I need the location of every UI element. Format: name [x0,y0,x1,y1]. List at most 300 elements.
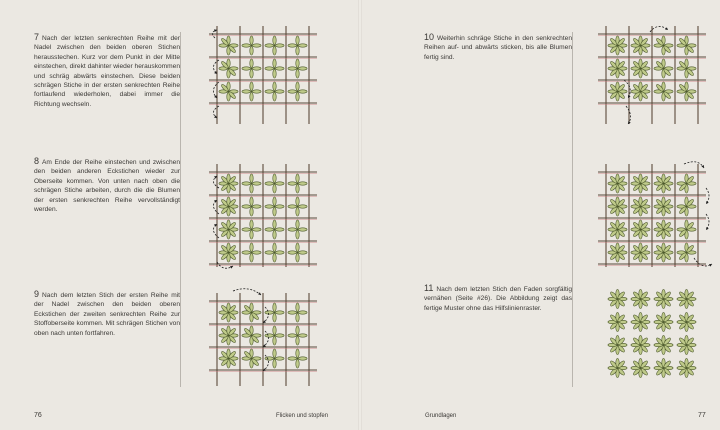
stitch-petal [296,253,299,262]
step-11 [424,284,572,313]
stitch-petal [288,334,297,337]
stitch-petal [288,90,297,93]
flower-motif [654,174,673,193]
direction-arrowhead [230,266,233,269]
flower-center [251,68,253,70]
flower-center [297,335,299,337]
flower-center [640,252,642,254]
flower-center [640,321,642,323]
stitch-petal [298,205,307,208]
direction-arrow [263,307,269,323]
running-title-right: Grundlagen [425,413,457,419]
flower-motif [608,312,627,331]
stitch-petal [275,251,284,254]
flower-motif [242,326,261,345]
flower-motif [608,358,627,377]
flower-motif [631,36,650,55]
stitch-petal [250,36,253,45]
stitch-petal [250,243,253,252]
flower-center [251,183,253,185]
flower-motif [608,174,627,193]
flower-motif [608,220,627,239]
stitch-petal [273,36,276,45]
stitch-petal [298,90,307,93]
stitch-petal [298,228,307,231]
flower-motif [608,243,627,262]
stitch-petal [250,59,253,68]
flower-center [686,229,688,231]
flower-center [251,206,253,208]
flower-center [663,344,665,346]
direction-arrowhead [258,292,261,295]
step-8-number: 8 [34,156,40,166]
flower-center [663,229,665,231]
flower-motif [219,59,238,78]
flower-motif [631,243,650,262]
stitch-petal [296,349,299,358]
stitch-petal [265,251,274,254]
flower-center [297,229,299,231]
flower-motif [219,174,238,193]
flower-center [617,298,619,300]
flower-motif [219,197,238,216]
stitch-petal [298,251,307,254]
flower-motif [654,59,673,78]
flower-center [663,68,665,70]
right-page [360,0,720,430]
flower-motif [288,220,307,239]
flower-motif [242,349,261,368]
direction-arrow [217,262,233,268]
column-rule-right [572,32,573,387]
stitch-petal [273,207,276,216]
stitch-petal [275,67,284,70]
flower-motif [677,243,696,262]
figure-step-7 [205,20,330,130]
step-7-number: 7 [34,32,40,42]
flower-motif [654,243,673,262]
stitch-petal [250,220,253,229]
stitch-petal [275,205,284,208]
flower-motif [288,59,307,78]
flower-center [617,344,619,346]
flower-motif [219,349,238,368]
flower-motif [265,59,284,78]
flower-center [274,229,276,231]
flower-center [663,298,665,300]
stitch-petal [250,46,253,55]
stitch-petal [252,90,261,93]
flower-motif [631,335,650,354]
flower-motif [677,36,696,55]
flower-motif [631,197,650,216]
flower-motif [242,220,261,239]
stitch-petal [242,67,251,70]
step-11-number: 11 [424,283,434,293]
flower-center [251,312,253,314]
flower-motif [654,312,673,331]
stitch-petal [265,311,274,314]
stitch-petal [242,90,251,93]
direction-arrow [213,224,219,238]
stitch-petal [252,251,261,254]
stitch-petal [265,44,274,47]
flower-center [274,183,276,185]
flower-motif [265,82,284,101]
stitch-petal [296,184,299,193]
flower-center [297,183,299,185]
flower-center [274,312,276,314]
stitch-petal [242,228,251,231]
step-10-text: Weiterhin schräge Stiche in den senkrechten Reihen auf- und abwärts sticken, bis alle Blumen fertig sind. [424,35,572,61]
figure-step-11 [594,287,719,392]
stitch-petal [288,67,297,70]
flower-center [663,321,665,323]
stitch-petal [252,205,261,208]
flower-motif [242,303,261,322]
flower-motif [677,82,696,101]
stitch-petal [288,228,297,231]
figure-step-8 [205,158,330,273]
stitch-petal [265,90,274,93]
stitch-petal [298,334,307,337]
stitch-petal [250,69,253,78]
step-10-number: 10 [424,32,435,42]
flower-motif [608,289,627,308]
flower-motif [677,59,696,78]
stitch-petal [275,357,284,360]
flower-center [617,183,619,185]
flower-center [228,45,230,47]
flower-center [640,344,642,346]
direction-arrow [213,200,219,214]
stitch-petal [296,36,299,45]
flower-motif [265,303,284,322]
flower-motif [608,82,627,101]
stitch-petal [250,197,253,206]
flower-motif [265,36,284,55]
flower-motif [219,303,238,322]
flower-motif [677,335,696,354]
flower-center [640,298,642,300]
flower-center [640,229,642,231]
stitch-petal [265,182,274,185]
flower-center [617,229,619,231]
step-9 [34,290,180,338]
stitch-petal [296,336,299,345]
flower-center [686,367,688,369]
flower-center [251,45,253,47]
flower-center [663,367,665,369]
stitch-petal [242,44,251,47]
stitch-petal [275,228,284,231]
stitch-petal [273,82,276,91]
flower-center [686,183,688,185]
running-title-left: Flicken und stopfen [276,413,329,419]
flower-motif [242,197,261,216]
stitch-petal [275,44,284,47]
flower-center [663,252,665,254]
figure-step-10a [594,20,719,130]
stitch-petal [273,230,276,239]
flower-center [617,367,619,369]
flower-center [686,91,688,93]
flower-center [274,45,276,47]
stitch-petal [296,303,299,312]
stitch-petal [296,313,299,322]
stitch-petal [296,59,299,68]
flower-center [640,91,642,93]
flower-center [686,344,688,346]
stitch-petal [296,82,299,91]
flower-motif [242,243,261,262]
stitch-petal [250,207,253,216]
stitch-petal [273,220,276,229]
flower-motif [654,220,673,239]
flower-motif [288,197,307,216]
flower-center [686,206,688,208]
flower-center [617,45,619,47]
flower-motif [631,82,650,101]
flower-center [297,206,299,208]
flower-motif [288,82,307,101]
stitch-petal [296,220,299,229]
stitch-petal [296,359,299,368]
stitch-petal [298,44,307,47]
flower-motif [608,36,627,55]
stitch-petal [273,253,276,262]
flower-motif [654,197,673,216]
stitch-petal [250,184,253,193]
flower-center [274,206,276,208]
flower-motif [677,197,696,216]
flower-center [297,45,299,47]
flower-motif [265,174,284,193]
flower-motif [219,220,238,239]
flower-center [640,206,642,208]
stitch-petal [275,182,284,185]
flower-center [617,68,619,70]
flower-center [663,91,665,93]
stitch-petal [273,326,276,335]
step-11-text: Nach dem letzten Stich den Faden sorgfältig vernähen (Seite #26). Die Abbildung zeigt das fertige Muster ohne das Hilfslinienraster. [424,286,572,312]
stitch-petal [265,205,274,208]
stitch-petal [275,311,284,314]
stitch-petal [273,174,276,183]
figure-step-10b [594,158,719,273]
flower-center [663,206,665,208]
flower-motif [219,326,238,345]
column-rule-left [180,32,181,387]
flower-motif [242,36,261,55]
direction-arrow [233,289,261,295]
flower-motif [608,335,627,354]
stitch-petal [273,197,276,206]
page-number-left: 76 [34,412,42,419]
stitch-petal [252,44,261,47]
stitch-petal [273,336,276,345]
figure-step-9 [205,287,330,392]
flower-center [251,91,253,93]
stitch-petal [288,182,297,185]
flower-center [297,312,299,314]
flower-center [228,229,230,231]
stitch-petal [288,251,297,254]
flower-motif [265,197,284,216]
step-7 [34,33,180,109]
stitch-petal [275,90,284,93]
stitch-petal [298,311,307,314]
stitch-petal [296,207,299,216]
direction-arrow [694,258,712,266]
stitch-petal [288,44,297,47]
flower-motif [288,303,307,322]
flower-motif [288,326,307,345]
flower-center [228,68,230,70]
flower-motif [677,289,696,308]
flower-motif [631,312,650,331]
flower-center [274,358,276,360]
flower-motif [631,174,650,193]
stitch-petal [273,349,276,358]
flower-center [617,321,619,323]
flower-center [228,206,230,208]
flower-center [228,335,230,337]
flower-center [663,45,665,47]
flower-motif [219,243,238,262]
flower-motif [608,59,627,78]
direction-arrow [263,331,269,347]
flower-center [686,45,688,47]
step-9-text: Nach dem letzten Stich der ersten Reihe mit der Nadel zwischen den beiden oberen Eckstichen der zweiten senkrechten Reihe zur Stoffoberseite kommen. Mit schrägen Stichen von oben nach unten fortfahren. [34,292,180,337]
flower-center [686,321,688,323]
stitch-petal [250,92,253,101]
stitch-petal [242,205,251,208]
stitch-petal [265,357,274,360]
stitch-petal [273,359,276,368]
flower-center [640,45,642,47]
flower-motif [288,349,307,368]
flower-center [228,252,230,254]
flower-motif [631,358,650,377]
flower-motif [677,174,696,193]
flower-motif [265,220,284,239]
stitch-petal [288,205,297,208]
flower-center [274,91,276,93]
flower-motif [242,59,261,78]
step-10 [424,33,572,62]
stitch-petal [296,326,299,335]
flower-motif [265,243,284,262]
direction-arrow [626,106,631,124]
stitch-petal [273,92,276,101]
stitch-petal [273,243,276,252]
stitch-petal [250,230,253,239]
stitch-petal [298,357,307,360]
flower-motif [631,59,650,78]
stitch-petal [250,82,253,91]
flower-center [274,252,276,254]
stitch-petal [273,184,276,193]
stitch-petal [296,230,299,239]
flower-center [686,252,688,254]
flower-center [251,229,253,231]
direction-arrow [213,106,219,118]
flower-motif [654,36,673,55]
stitch-petal [273,59,276,68]
flower-center [251,252,253,254]
stitch-petal [273,313,276,322]
stitch-petal [296,46,299,55]
flower-motif [677,312,696,331]
flower-motif [242,174,261,193]
flower-motif [288,36,307,55]
stitch-petal [252,67,261,70]
direction-arrow [684,162,704,168]
stitch-petal [252,228,261,231]
flower-center [663,183,665,185]
flower-center [297,252,299,254]
flower-center [297,358,299,360]
flower-motif [608,197,627,216]
flower-motif [654,82,673,101]
stitch-petal [296,69,299,78]
stitch-petal [273,69,276,78]
flower-center [297,91,299,93]
flower-motif [631,289,650,308]
flower-motif [654,289,673,308]
stitch-petal [250,174,253,183]
page-number-right: 77 [698,412,706,419]
flower-motif [677,220,696,239]
flower-motif [219,36,238,55]
stitch-petal [242,251,251,254]
flower-center [251,335,253,337]
step-8-text: Am Ende der Reihe einstechen und zwischen den beiden anderen Eckstichen wieder zur Oberseite kommen. Von unten nach oben die schrägen Stiche arbeiten, durch die die Blumen der ersten senkrechten Reihe vervollständigt werden. [34,159,180,214]
flower-center [617,206,619,208]
stitch-petal [288,311,297,314]
flower-center [297,68,299,70]
stitch-petal [296,92,299,101]
flower-center [251,358,253,360]
direction-arrow [213,176,219,188]
stitch-petal [288,357,297,360]
flower-center [640,68,642,70]
flower-motif [288,174,307,193]
stitch-petal [265,334,274,337]
flower-center [686,68,688,70]
flower-center [228,91,230,93]
stitch-petal [273,46,276,55]
flower-center [228,183,230,185]
stitch-petal [298,182,307,185]
stitch-petal [275,334,284,337]
flower-motif [654,335,673,354]
flower-center [617,91,619,93]
flower-motif [631,220,650,239]
step-8 [34,157,180,214]
stitch-petal [296,243,299,252]
stitch-petal [273,303,276,312]
flower-motif [654,358,673,377]
flower-center [274,68,276,70]
flower-center [640,183,642,185]
stitch-petal [296,174,299,183]
step-9-number: 9 [34,289,40,299]
stitch-petal [298,67,307,70]
flower-center [617,252,619,254]
stitch-petal [265,228,274,231]
